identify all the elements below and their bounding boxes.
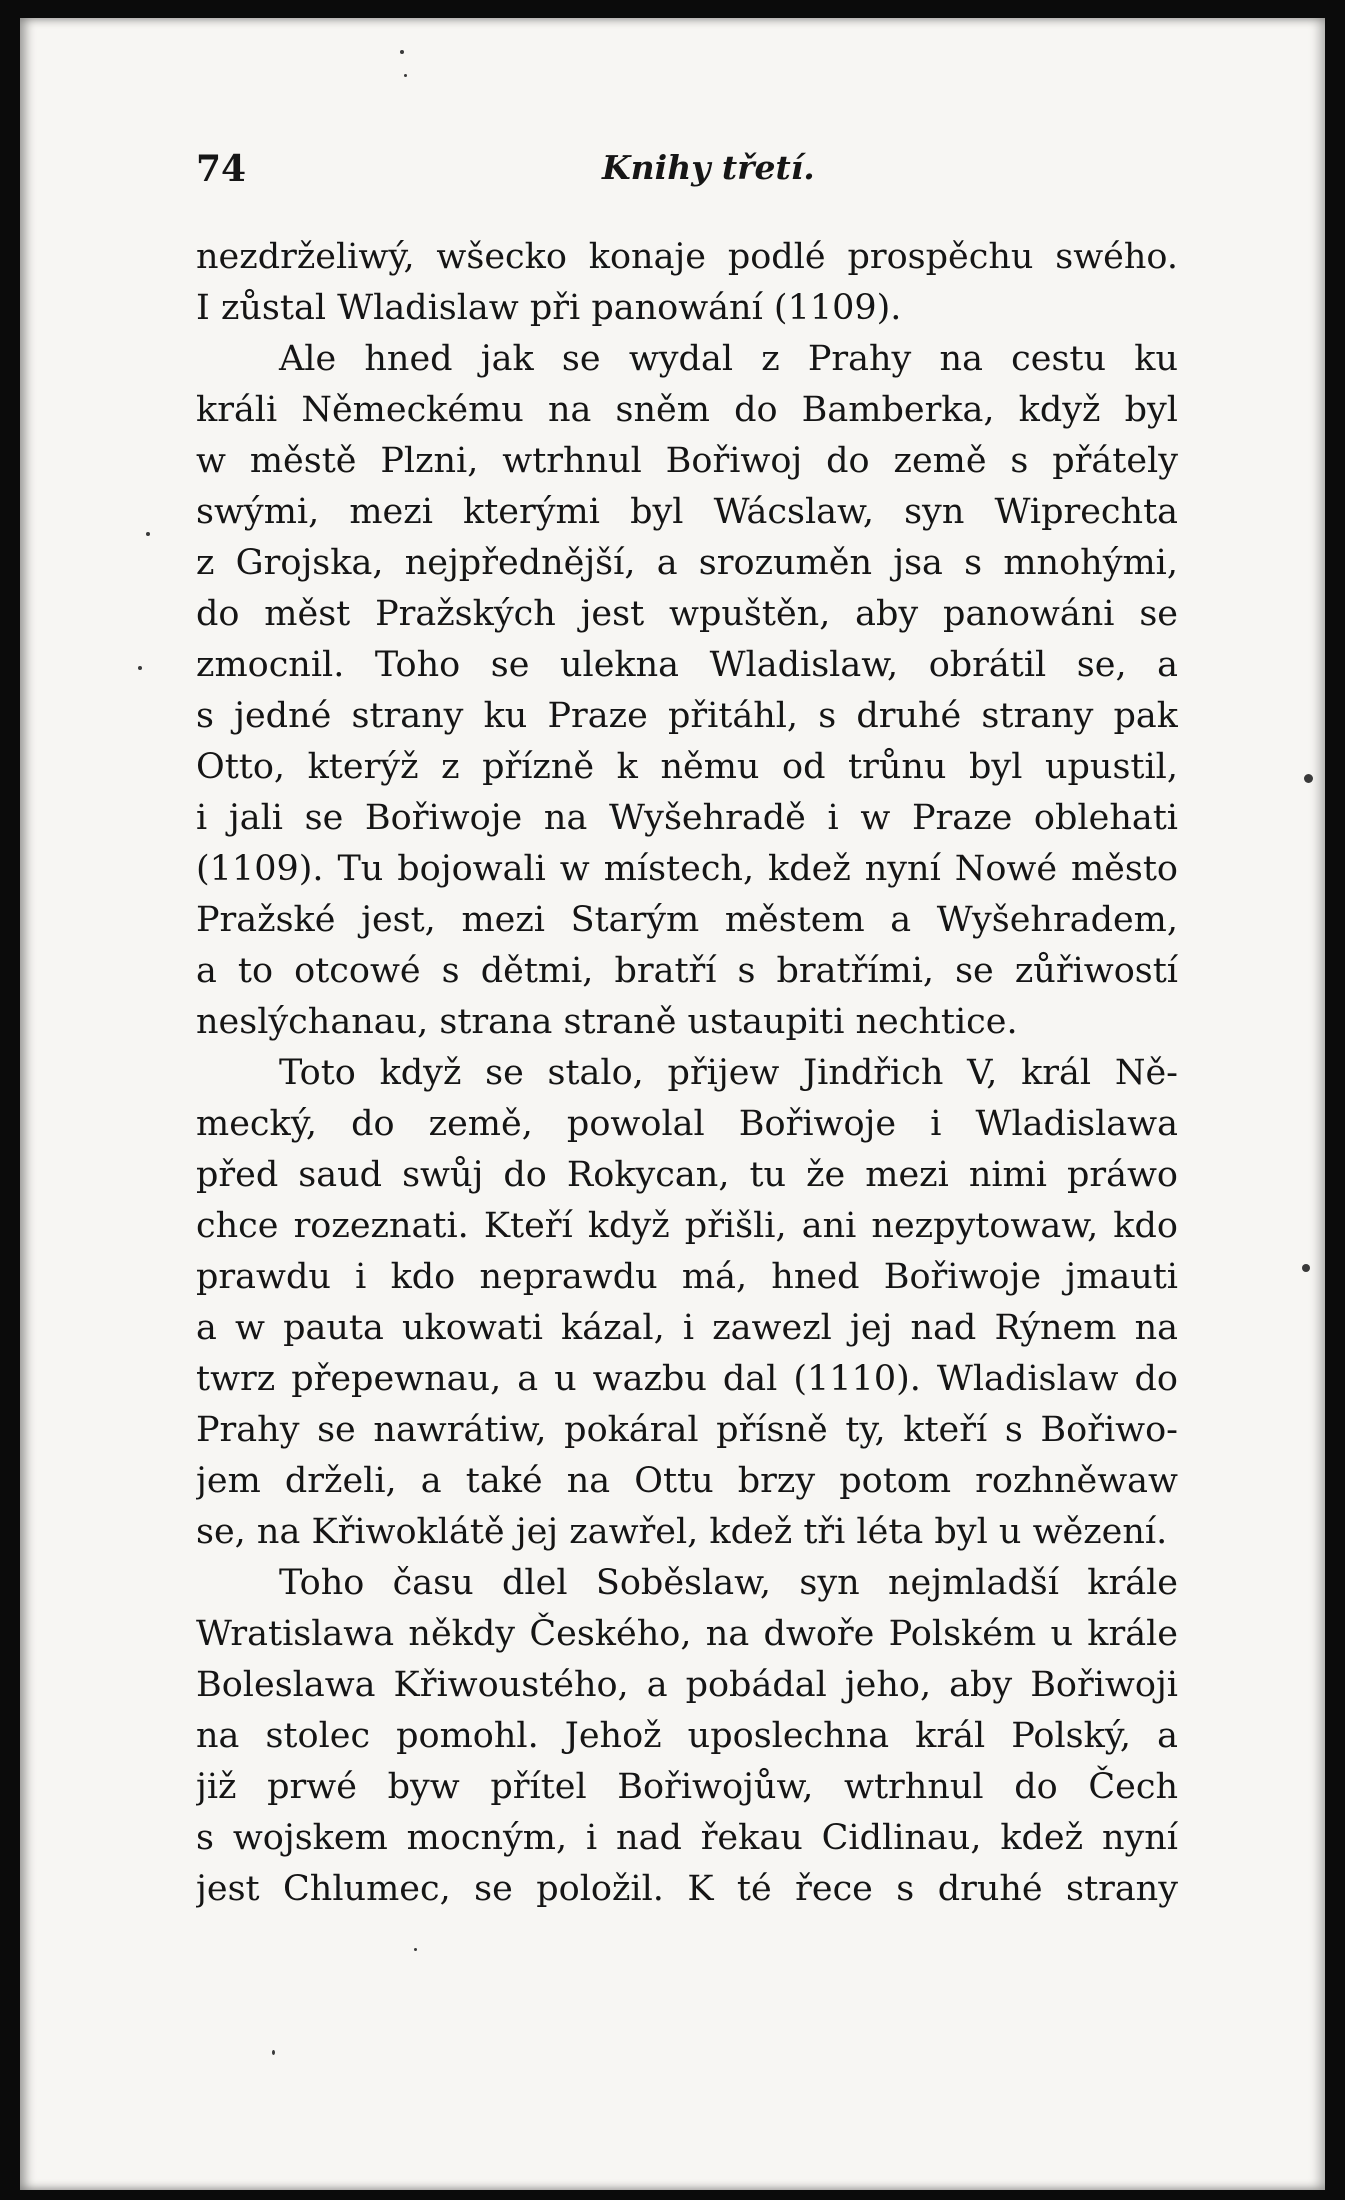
text-line: a to otcowé s dětmi, bratří s bratřími, se zůřiwostí — [196, 951, 1178, 991]
text-line: jest Chlumec, se položil. K té řece s druhé strany — [196, 1869, 1178, 1909]
page-header — [196, 148, 1176, 198]
text-line: mecký, do země, powolal Bořiwoje i Wladislawa — [196, 1104, 1178, 1144]
text-line: do měst Pražských jest wpuštěn, aby panowáni se — [196, 594, 1178, 634]
page-number: 74 — [196, 148, 247, 190]
print-speck — [272, 2050, 275, 2055]
text-line: a w pauta ukowati kázal, i zawezl jej nad Rýnem na — [196, 1308, 1178, 1348]
text-line: w městě Plzni, wtrhnul Bořiwoj do země s přátely — [196, 441, 1178, 481]
text-line: Toto když se stalo, přijew Jindřich V, král Ně- — [279, 1053, 1178, 1093]
text-line: před saud swůj do Rokycan, tu že mezi nimi práwo — [196, 1155, 1178, 1195]
text-line: z Grojska, nejpřednější, a srozuměn jsa s mnohými, — [196, 543, 1178, 583]
print-speck — [138, 666, 142, 670]
text-line: králi Německému na sněm do Bamberka, když byl — [196, 390, 1178, 430]
text-line: Ale hned jak se wydal z Prahy na cestu ku — [279, 339, 1178, 379]
text-line: Otto, kterýž z přízně k němu od trůnu byl upustil, — [196, 747, 1178, 787]
text-line: Prahy se nawrátiw, pokáral přísně ty, kteří s Bořiwo- — [196, 1410, 1178, 1450]
text-line: nezdrželiwý, wšecko konaje podlé prospěchu swého. — [196, 237, 1178, 277]
text-line: Wratislawa někdy Českého, na dwoře Polském u krále — [196, 1614, 1178, 1654]
running-head: Knihy třetí. — [602, 148, 815, 187]
print-speck — [1304, 774, 1313, 783]
body-text — [196, 232, 1178, 1915]
print-speck — [414, 1948, 417, 1951]
text-line: neslýchanau, strana straně ustaupiti nechtice. — [196, 1002, 1018, 1042]
text-line: již prwé byw přítel Bořiwojůw, wtrhnul do Čech — [196, 1767, 1178, 1807]
print-speck — [1302, 1264, 1310, 1272]
print-speck — [400, 50, 404, 54]
text-line: i jali se Bořiwoje na Wyšehradě i w Praze oblehati — [196, 798, 1178, 838]
text-line: I zůstal Wladislaw při panowání (1109). — [196, 288, 902, 328]
text-line: twrz přepewnau, a u wazbu dal (1110). Wladislaw do — [196, 1359, 1178, 1399]
text-line: se, na Křiwoklátě jej zawřel, kdež tři léta byl u wězení. — [196, 1512, 1168, 1552]
text-line: s jedné strany ku Praze přitáhl, s druhé strany pak — [196, 696, 1178, 736]
print-speck — [404, 74, 407, 77]
text-line: chce rozeznati. Kteří když přišli, ani nezpytowaw, kdo — [196, 1206, 1178, 1246]
text-line: zmocnil. Toho se ulekna Wladislaw, obrátil se, a — [196, 645, 1178, 685]
text-line: Boleslawa Křiwoustého, a pobádal jeho, aby Bořiwoji — [196, 1665, 1178, 1705]
text-line: Toho času dlel Soběslaw, syn nejmladší krále — [279, 1563, 1178, 1603]
text-line: prawdu i kdo neprawdu má, hned Bořiwoje jmauti — [196, 1257, 1178, 1297]
text-line: jem drželi, a také na Ottu brzy potom rozhněwaw — [196, 1461, 1178, 1501]
print-speck — [146, 532, 150, 536]
text-line: na stolec pomohl. Jehož uposlechna král Polský, a — [196, 1716, 1178, 1756]
text-line: Pražské jest, mezi Starým městem a Wyšehradem, — [196, 900, 1178, 940]
text-line: (1109). Tu bojowali w místech, kdež nyní Nowé město — [196, 849, 1178, 889]
text-line: s wojskem mocným, i nad řekau Cidlinau, kdež nyní — [196, 1818, 1178, 1858]
text-line: swými, mezi kterými byl Wácslaw, syn Wiprechta — [196, 492, 1178, 532]
